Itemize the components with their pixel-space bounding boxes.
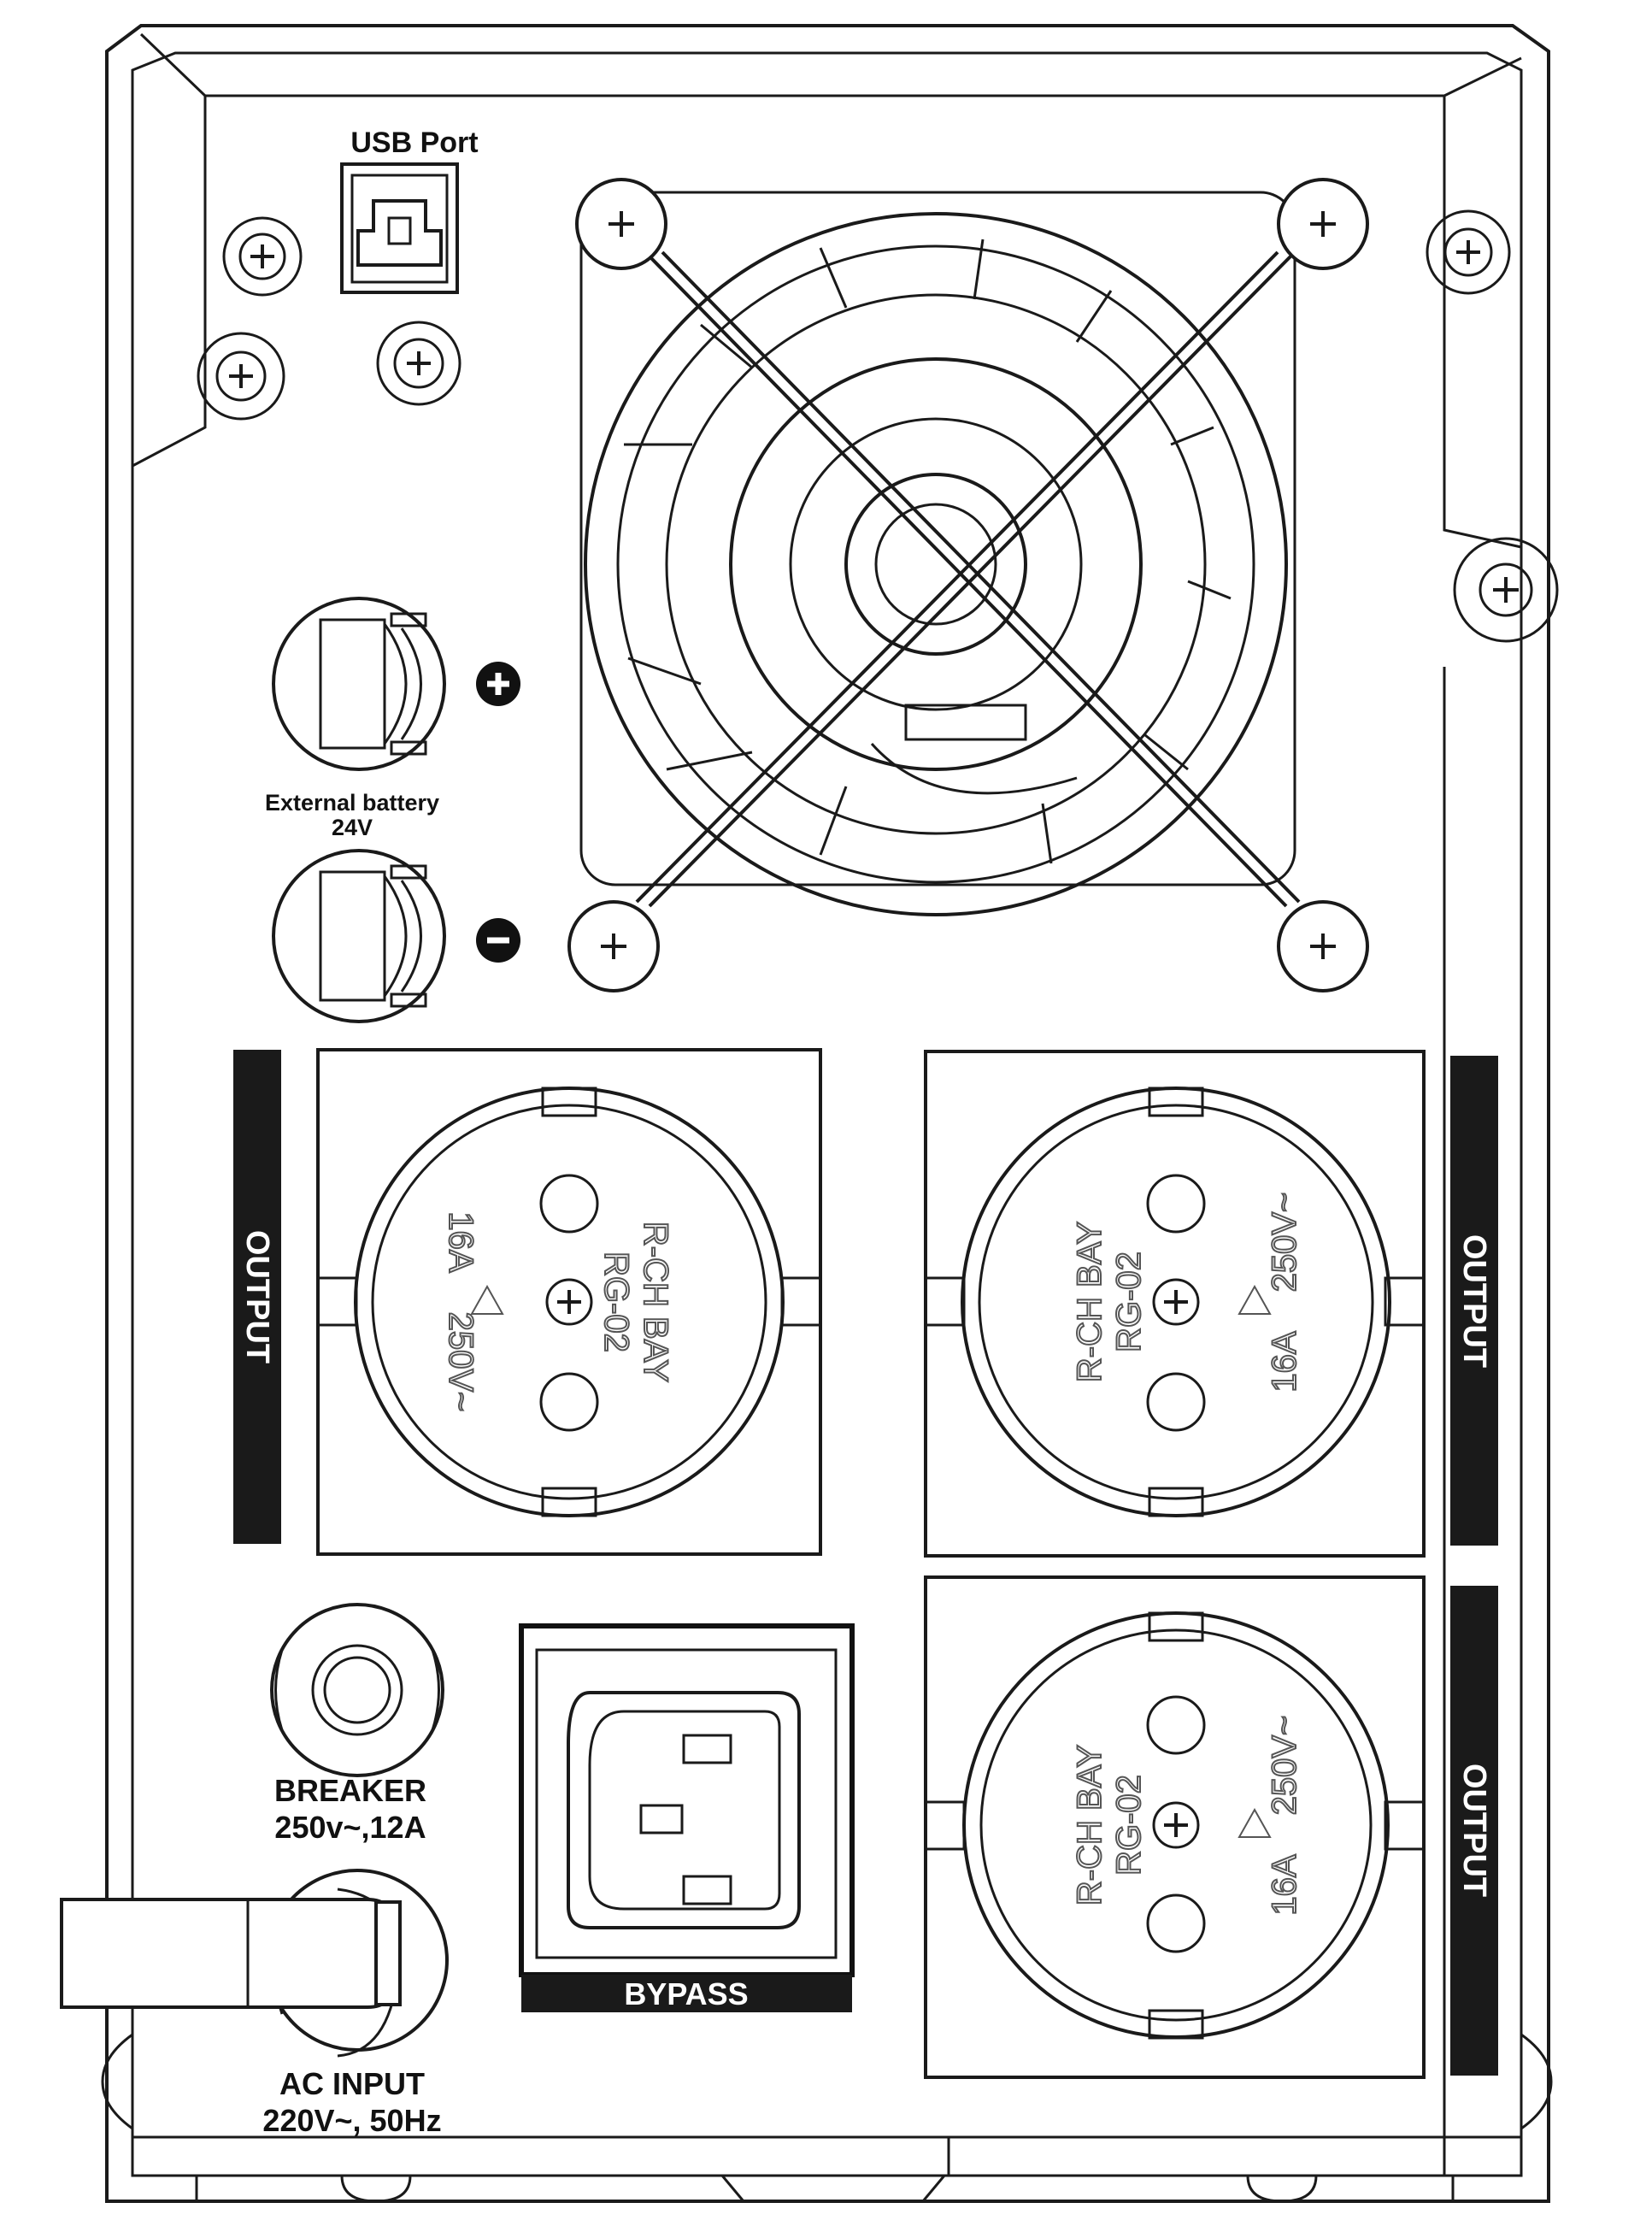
bypass-outlet [521,1626,852,1975]
chassis-screw-top-left [224,218,301,295]
usb-port [342,164,457,292]
socket-1-model: RG-02 [597,1252,635,1352]
chassis-screw-usb [378,322,460,404]
chassis-screw-right [1455,539,1557,641]
output-label-3 [1450,1586,1498,2076]
output-label-2-text: OUTPUT [1456,1234,1492,1369]
socket-1-brand: R-CH BAY [637,1221,674,1383]
output-label-2 [1450,1056,1498,1546]
fan-mount-screw-tl [577,180,666,268]
output-socket-3 [926,1577,1424,2077]
output-socket-2 [926,1051,1424,1556]
socket-1-voltage: 250V~ [442,1311,479,1412]
ac-input-label: AC INPUT [279,2066,425,2101]
chassis-screw-left [198,333,284,419]
socket-3-voltage: 250V~ [1266,1715,1303,1816]
output-label-3-text: OUTPUT [1456,1763,1492,1898]
external-battery-label: External battery [264,790,440,816]
power-cord [62,1899,400,2007]
fan-guard [637,252,1299,906]
external-battery-voltage-label: 24V [331,815,373,840]
bypass-label-text: BYPASS [624,1976,749,2011]
socket-2-current: 16A [1266,1331,1303,1393]
socket-3-model: RG-02 [1110,1775,1148,1876]
fan-mount-screw-tr [1279,180,1367,268]
fan-mount-screw-br [1279,902,1367,991]
output-label-1 [233,1050,281,1544]
socket-1-current: 16A [442,1211,479,1273]
socket-2-model: RG-02 [1110,1252,1148,1352]
bypass-label [521,1975,852,2012]
output-socket-1 [318,1050,820,1554]
chassis-screw-top-right [1427,211,1509,293]
socket-2-brand: R-CH BAY [1071,1221,1108,1383]
minus-sign-icon [476,918,520,963]
socket-2-voltage: 250V~ [1266,1192,1303,1293]
breaker-label: BREAKER [273,1773,427,1808]
usb-port-label: USB Port [350,127,479,159]
socket-3-brand: R-CH BAY [1071,1744,1108,1906]
ac-input-rating-label: 220V~, 50Hz [262,2103,442,2138]
socket-3-current: 16A [1266,1854,1303,1916]
fan-mount-screw-bl [569,902,658,991]
breaker-rating-label: 250v~,12A [274,1810,426,1845]
output-label-1-text: OUTPUT [239,1229,275,1364]
battery-terminal-negative [273,851,444,1022]
battery-terminal-positive [273,598,444,769]
circuit-breaker [272,1605,443,1776]
plus-sign-icon [476,662,520,706]
chassis [103,26,1551,2201]
